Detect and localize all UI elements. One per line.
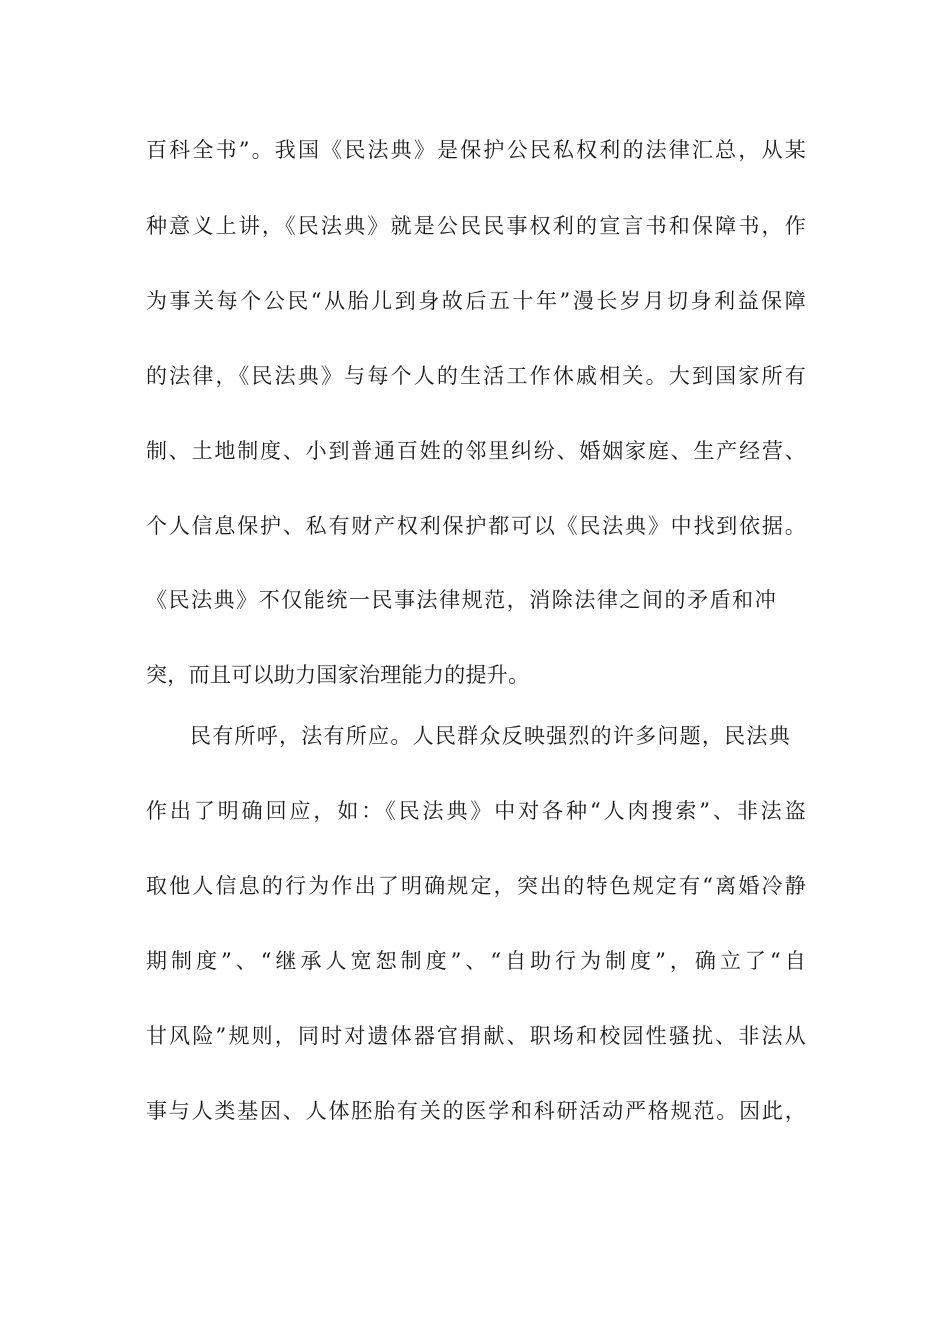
paragraph-line: 为事关每个公民“从胎儿到身故后五十年”漫长岁月切身利益保障	[146, 289, 806, 313]
paragraph-line: 事与人类基因、人体胚胎有关的医学和科研活动严格规范。因此，	[146, 1099, 806, 1123]
paragraph-line: 个人信息保护、私有财产权利保护都可以《民法典》中找到依据。	[146, 514, 806, 538]
paragraph-line: 甘风险”规则，同时对遗体器官捐献、职场和校园性骚扰、非法从	[146, 1024, 806, 1048]
paragraph-line: 突，而且可以助力国家治理能力的提升。	[146, 663, 530, 687]
paragraph-line: 百科全书”。我国《民法典》是保护公民私权利的法律汇总，从某	[146, 138, 806, 162]
paragraph-line: 的法律，《民法典》与每个人的生活工作休戚相关。大到国家所有	[146, 364, 806, 388]
paragraph-line: 取他人信息的行为作出了明确规定，突出的特色规定有“离婚冷静	[146, 874, 806, 898]
paragraph-line: 期制度”、“继承人宽恕制度”、“自助行为制度”，确立了“自	[146, 949, 806, 973]
paragraph-line: 种意义上讲，《民法典》就是公民民事权利的宣言书和保障书，作	[146, 214, 806, 238]
paragraph-line: 《民法典》不仅能统一民事法律规范，消除法律之间的矛盾和冲	[146, 588, 776, 612]
paragraph-line: 作出了明确回应，如：《民法典》中对各种“人肉搜索”、非法盗	[146, 799, 806, 823]
paragraph-line: 制、土地制度、小到普通百姓的邻里纠纷、婚姻家庭、生产经营、	[146, 439, 806, 463]
paragraph-first-line: 民有所呼，法有所应。人民群众反映强烈的许多问题，民法典	[190, 724, 790, 748]
